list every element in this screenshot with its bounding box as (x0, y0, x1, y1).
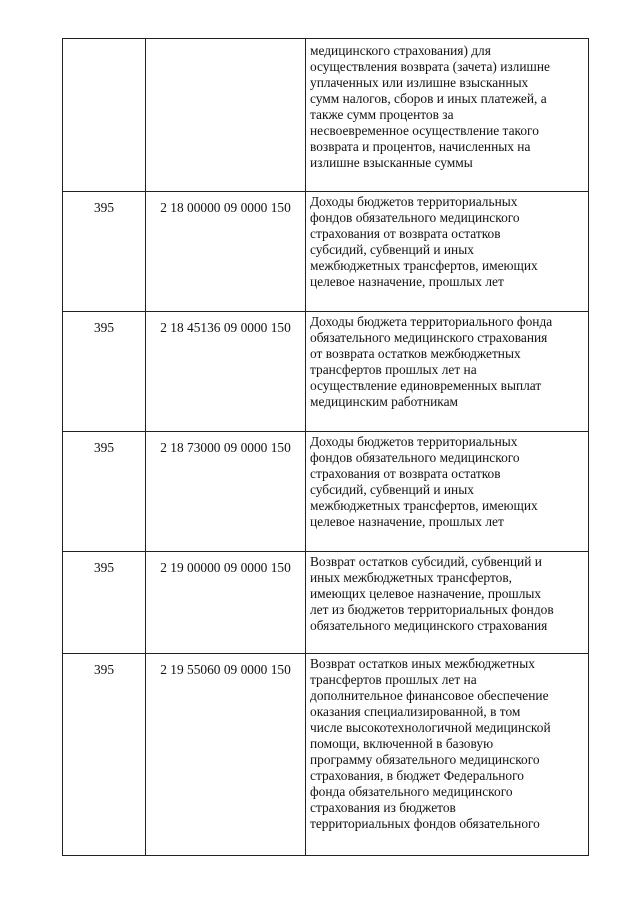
name-line: имеющих целевое назначение, прошлых (310, 586, 542, 601)
admin-code-cell: 395 (63, 552, 146, 654)
budget-code-cell: 2 19 55060 09 0000 150 (146, 654, 306, 856)
budget-code-cell: 2 18 00000 09 0000 150 (146, 192, 306, 312)
name-line: осуществление единовременных выплат (310, 378, 542, 393)
table-row (63, 192, 589, 312)
name-line: территориальных фондов обязательного (310, 816, 540, 831)
name-line: Доходы бюджетов территориальных (310, 434, 518, 449)
name-line: страхования от возврата остатков (310, 226, 501, 241)
name-line: излишне взысканные суммы (310, 155, 473, 170)
admin-code-cell: 395 (63, 312, 146, 432)
name-line: медицинским работникам (310, 394, 459, 409)
name-line: уплаченных или излишне взысканных (310, 75, 529, 90)
name-line: межбюджетных трансфертов, имеющих (310, 498, 538, 513)
name-line: фондов обязательного медицинского (310, 210, 520, 225)
admin-code-cell: 395 (63, 192, 146, 312)
revenue-name-cell (306, 192, 589, 312)
table-row (63, 312, 589, 432)
revenue-name-cell (306, 39, 589, 192)
name-line: субсидий, субвенций и иных (310, 482, 474, 497)
table-row (63, 39, 589, 192)
name-line: обязательного медицинского страхования (310, 618, 548, 633)
name-line: несвоевременное осуществление такого (310, 123, 539, 138)
name-line: помощи, включенной в базовую (310, 736, 494, 751)
budget-code-cell: 2 19 00000 09 0000 150 (146, 552, 306, 654)
budget-classification-table (62, 38, 589, 856)
name-line: целевое назначение, прошлых лет (310, 514, 504, 529)
revenue-name-cell (306, 312, 589, 432)
budget-code-cell: 2 18 45136 09 0000 150 (146, 312, 306, 432)
name-line: межбюджетных трансфертов, имеющих (310, 258, 538, 273)
name-line: Доходы бюджетов территориальных (310, 194, 518, 209)
table-row (63, 432, 589, 552)
name-line: целевое назначение, прошлых лет (310, 274, 504, 289)
admin-code-cell (63, 39, 146, 192)
name-line: программу обязательного медицинского (310, 752, 540, 767)
name-line: возврата и процентов, начисленных на (310, 139, 531, 154)
name-line: трансфертов прошлых лет на (310, 672, 477, 687)
budget-code-cell: 2 18 73000 09 0000 150 (146, 432, 306, 552)
name-line: субсидий, субвенций и иных (310, 242, 474, 257)
name-line: страхования, в бюджет Федерального (310, 768, 524, 783)
revenue-name-cell (306, 552, 589, 654)
name-line: страхования из бюджетов (310, 800, 456, 815)
name-line: Возврат остатков иных межбюджетных (310, 656, 535, 671)
table-row (63, 552, 589, 654)
table-row (63, 654, 589, 856)
name-line: страхования от возврата остатков (310, 466, 501, 481)
name-line: осуществления возврата (зачета) излишне (310, 59, 550, 74)
name-line: Доходы бюджета территориального фонда (310, 314, 553, 329)
name-line: иных межбюджетных трансфертов, (310, 570, 512, 585)
name-line: оказания специализированной, в том (310, 704, 521, 719)
name-line: обязательного медицинского страхования (310, 330, 548, 345)
admin-code-cell: 395 (63, 654, 146, 856)
budget-code-cell (146, 39, 306, 192)
revenue-name-cell (306, 432, 589, 552)
admin-code-cell: 395 (63, 432, 146, 552)
name-line: медицинского страхования) для (310, 43, 491, 58)
name-line: фондов обязательного медицинского (310, 450, 520, 465)
name-line: сумм налогов, сборов и иных платежей, а (310, 91, 547, 106)
name-line: Возврат остатков субсидий, субвенций и (310, 554, 542, 569)
name-line: числе высокотехнологичной медицинской (310, 720, 551, 735)
name-line: фонда обязательного медицинского (310, 784, 513, 799)
revenue-name-cell (306, 654, 589, 856)
name-line: трансфертов прошлых лет на (310, 362, 477, 377)
name-line: также сумм процентов за (310, 107, 454, 122)
name-line: лет из бюджетов территориальных фондов (310, 602, 554, 617)
name-line: дополнительное финансовое обеспечение (310, 688, 549, 703)
name-line: от возврата остатков межбюджетных (310, 346, 521, 361)
